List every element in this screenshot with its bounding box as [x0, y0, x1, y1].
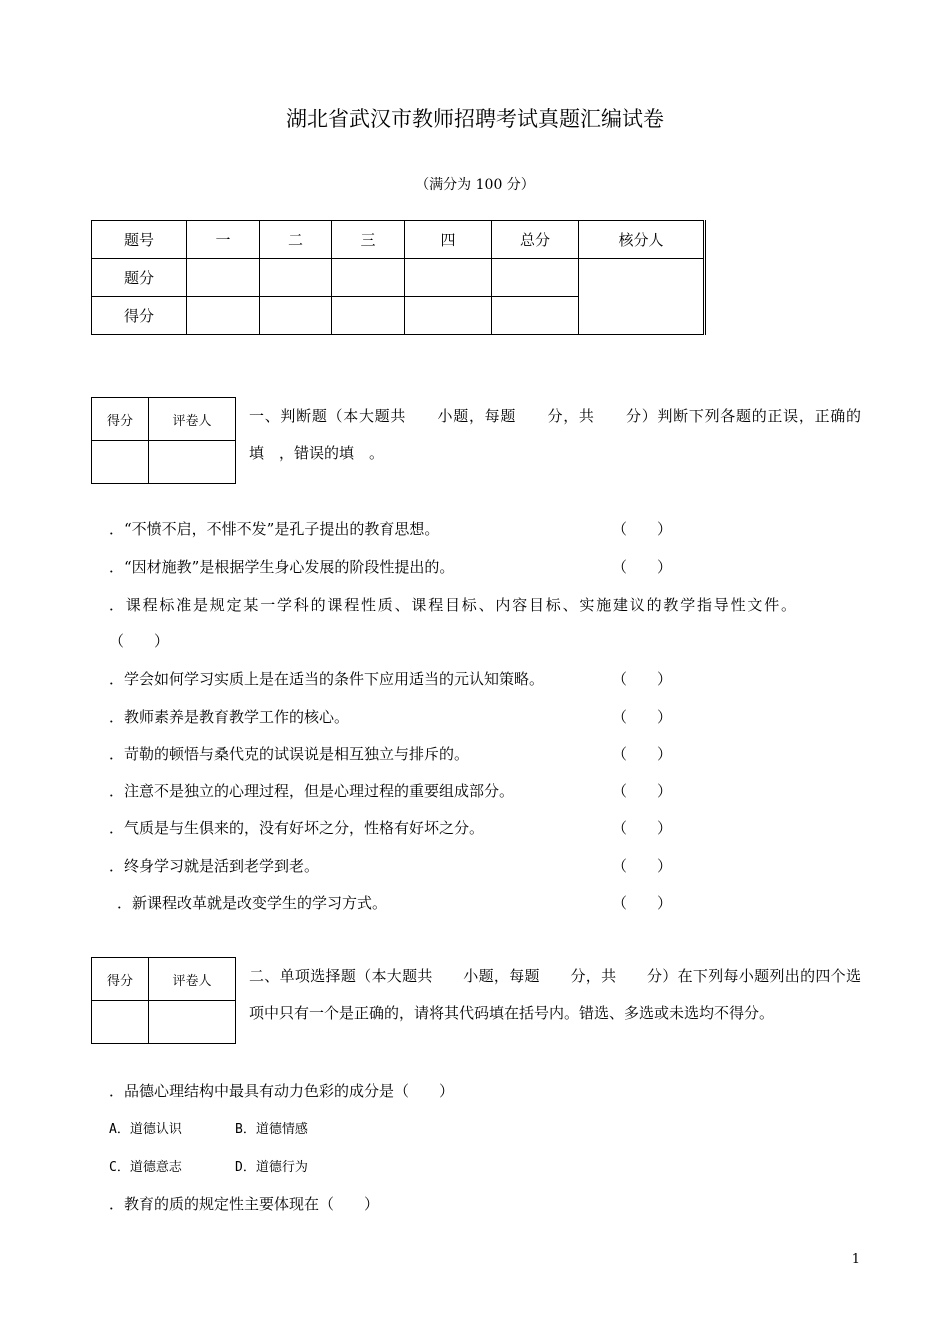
- grader-box-section1: [91, 397, 236, 484]
- header-cell: 核分人: [579, 221, 705, 259]
- score-table: [91, 220, 706, 335]
- score-cell[interactable]: [260, 259, 332, 297]
- option-c[interactable]: C．道德意志: [109, 1160, 182, 1175]
- grader-score-label: 得分: [92, 398, 149, 441]
- option-b[interactable]: B．道德情感: [235, 1122, 308, 1137]
- grader-reviewer-cell[interactable]: [149, 441, 236, 484]
- header-cell: 四: [405, 221, 492, 259]
- question: ．终身学习就是活到老学到老。: [109, 857, 320, 875]
- answer-paren[interactable]: （ ）: [109, 632, 170, 650]
- answer-paren[interactable]: （ ）: [612, 819, 673, 837]
- header-cell: 总分: [492, 221, 579, 259]
- answer-paren[interactable]: （ ）: [612, 857, 673, 875]
- score-cell[interactable]: [405, 297, 492, 335]
- grader-reviewer-cell[interactable]: [149, 1001, 236, 1044]
- question: ．教师素养是教育教学工作的核心。: [109, 708, 350, 726]
- score-table-row: [92, 259, 705, 297]
- score-cell[interactable]: [332, 297, 405, 335]
- header-cell: 二: [260, 221, 332, 259]
- header-cell: 一: [187, 221, 260, 259]
- score-table-header-row: [92, 221, 705, 259]
- score-cell[interactable]: [187, 259, 260, 297]
- section2-instruction: 二、单项选择题（本大题共 小题，每题 分，共 分）在下列每小题列出的四个选项中只有一个是正确的，请将其代码填在括号内。错选、多选或未选均不得分。: [249, 967, 861, 1022]
- question: ．教育的质的规定性主要体现在（ ）: [109, 1195, 380, 1213]
- question: ．新课程改革就是改变学生的学习方式。: [117, 894, 388, 912]
- question: ．苛勒的顿悟与桑代克的试误说是相互独立与排斥的。: [109, 745, 470, 763]
- answer-paren[interactable]: （ ）: [612, 708, 673, 726]
- answer-paren[interactable]: （ ）: [612, 894, 673, 912]
- grader-reviewer-label: 评卷人: [149, 398, 236, 441]
- question: ．“因材施教”是根据学生身心发展的阶段性提出的。: [109, 558, 455, 576]
- score-cell[interactable]: [492, 259, 579, 297]
- answer-paren[interactable]: （ ）: [612, 782, 673, 800]
- question: ．课程标准是规定某一学科的课程性质、课程目标、内容目标、实施建议的教学指导性文件。: [109, 596, 798, 614]
- header-cell: 三: [332, 221, 405, 259]
- page-number: 1: [851, 1252, 860, 1267]
- score-cell[interactable]: [492, 297, 579, 335]
- row-label: 得分: [92, 297, 187, 335]
- question: ．品德心理结构中最具有动力色彩的成分是（ ）: [109, 1082, 455, 1100]
- page-title: 湖北省武汉市教师招聘考试真题汇编试卷: [286, 107, 664, 131]
- row-label: 题分: [92, 259, 187, 297]
- grader-score-label: 得分: [92, 958, 149, 1001]
- section1-instruction: 一、判断题（本大题共 小题，每题 分，共 分）判断下列各题的正误，正确的填 ，错误的填 。: [249, 407, 861, 462]
- answer-paren[interactable]: （ ）: [612, 558, 673, 576]
- grader-score-cell[interactable]: [92, 1001, 149, 1044]
- question: ．学会如何学习实质上是在适当的条件下应用适当的元认知策略。: [109, 670, 545, 688]
- option-a[interactable]: A．道德认识: [109, 1122, 182, 1137]
- grader-score-cell[interactable]: [92, 441, 149, 484]
- answer-paren[interactable]: （ ）: [612, 745, 673, 763]
- answer-paren[interactable]: （ ）: [612, 520, 673, 538]
- question: ．注意不是独立的心理过程，但是心理过程的重要组成部分。: [109, 782, 515, 800]
- grader-reviewer-label: 评卷人: [149, 958, 236, 1001]
- score-cell[interactable]: [260, 297, 332, 335]
- score-cell[interactable]: [187, 297, 260, 335]
- question: ．气质是与生俱来的，没有好坏之分，性格有好坏之分。: [109, 819, 485, 837]
- option-d[interactable]: D．道德行为: [235, 1160, 308, 1175]
- answer-paren[interactable]: （ ）: [612, 670, 673, 688]
- question: ．“不愤不启，不悱不发”是孔子提出的教育思想。: [109, 520, 440, 538]
- score-cell[interactable]: [332, 259, 405, 297]
- score-cell[interactable]: [405, 259, 492, 297]
- page-subtitle: （满分为 100 分）: [415, 177, 535, 193]
- checker-cell[interactable]: [579, 259, 705, 335]
- header-cell: 题号: [92, 221, 187, 259]
- grader-box-section2: [91, 957, 236, 1044]
